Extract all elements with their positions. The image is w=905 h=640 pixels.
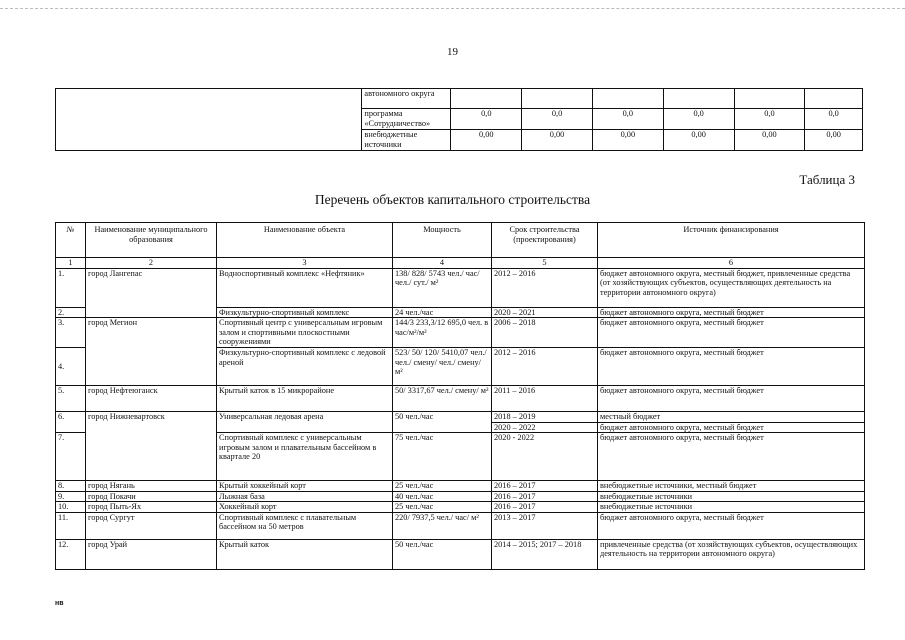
table-cell: 0,0: [522, 109, 593, 130]
funding-source-cell: бюджет автономного округа, местный бюджет: [598, 433, 865, 481]
table-cell: 0,0: [734, 109, 805, 130]
column-header: №: [56, 223, 86, 258]
table-row: [56, 502, 865, 513]
funding-source-cell: бюджет автономного округа, местный бюджет: [598, 422, 865, 433]
term-cell: 2014 – 2015; 2017 – 2018: [492, 539, 598, 569]
term-cell: 2016 – 2017: [492, 481, 598, 492]
capacity-cell: 144/3 233,3/12 695,0 чел. в час/м²/м²: [393, 318, 492, 348]
row-number: 12.: [56, 539, 86, 569]
table-cell: 0,0: [592, 109, 663, 130]
table-cell: 0,0: [805, 109, 863, 130]
object-name-cell: Физкультурно-спортивный комплекс: [217, 307, 393, 318]
column-header: Наименование объекта: [217, 223, 393, 258]
column-number: 1: [56, 258, 86, 269]
term-cell: 2006 – 2018: [492, 318, 598, 348]
capacity-cell: 50 чел./час: [393, 412, 492, 433]
term-cell: 2020 - 2022: [492, 433, 598, 481]
funding-source-cell: бюджет автономного округа, местный бюджет: [598, 348, 865, 386]
object-name-cell: Водноспортивный комплекс «Нефтяник»: [217, 268, 393, 307]
capacity-cell: 50/ 3317,67 чел./ смену/ м²: [393, 386, 492, 412]
table-cell: [451, 89, 522, 109]
capacity-cell: 50 чел./час: [393, 539, 492, 569]
funding-source-cell: внебюджетные источники, местный бюджет: [598, 481, 865, 492]
column-number: 2: [86, 258, 217, 269]
term-cell: 2011 – 2016: [492, 386, 598, 412]
scan-artifact-line: [0, 8, 905, 9]
column-number: 6: [598, 258, 865, 269]
footer-initials: нв: [55, 600, 64, 607]
capacity-cell: 25 чел./час: [393, 481, 492, 492]
object-name-cell: Спортивный центр с универсальным игровым залом и спортивными плоскостными сооружениями: [217, 318, 393, 348]
object-name-cell: Лыжная база: [217, 491, 393, 502]
column-number: 4: [393, 258, 492, 269]
row-number: 8.: [56, 481, 86, 492]
row-number: 4.: [56, 348, 86, 386]
funding-source-cell: местный бюджет: [598, 412, 865, 423]
table-row: [56, 89, 863, 109]
capacity-cell: 523/ 50/ 120/ 5410,07 чел./ чел./ смену/ чел./ смену/ м²: [393, 348, 492, 386]
object-name-cell: Спортивный комплекс с плавательным бассейном на 50 метров: [217, 512, 393, 539]
municipality-cell: город Нижневартовск: [86, 412, 217, 481]
table-cell: [56, 89, 362, 151]
table-cell: [522, 89, 593, 109]
object-name-cell: Крытый хоккейный корт: [217, 481, 393, 492]
term-cell: 2020 – 2021: [492, 307, 598, 318]
row-label: программа «Сотрудничество»: [362, 109, 451, 130]
capacity-cell: 25 чел./час: [393, 502, 492, 513]
column-header: Мощность: [393, 223, 492, 258]
column-header: Наименование муниципального образования: [86, 223, 217, 258]
municipality-cell: город Пыть-Ях: [86, 502, 217, 513]
term-cell: 2016 – 2017: [492, 491, 598, 502]
table-cell: [663, 89, 734, 109]
object-name-cell: Крытый каток в 15 микрорайоне: [217, 386, 393, 412]
row-number: 5.: [56, 386, 86, 412]
row-label: автономного округа: [362, 89, 451, 109]
object-name-cell: Хоккейный корт: [217, 502, 393, 513]
table-cell: 0,00: [592, 130, 663, 151]
capacity-cell: 138/ 828/ 5743 чел./ час/ чел./ сут./ м²: [393, 268, 492, 307]
funding-source-cell: бюджет автономного округа, местный бюджет: [598, 318, 865, 348]
page-title: Перечень объектов капитального строительства: [314, 192, 591, 207]
funding-source-cell: внебюджетные источники: [598, 502, 865, 513]
column-number-row: [56, 258, 865, 269]
row-number: 6.: [56, 412, 86, 433]
table-header-row: [56, 223, 865, 258]
object-name-cell: Универсальная ледовая арена: [217, 412, 393, 433]
funding-source-cell: привлеченные средства (от хозяйствующих субъектов, осуществляющих деятельность на территории автономного округа): [598, 539, 865, 569]
table-row: [56, 539, 865, 569]
table-number-label: Таблица 3: [799, 172, 855, 187]
table-cell: 0,00: [522, 130, 593, 151]
page-number: 19: [447, 46, 458, 58]
funding-source-cell: бюджет автономного округа, местный бюджет: [598, 512, 865, 539]
table-cell: [805, 89, 863, 109]
table-cell: 0,00: [805, 130, 863, 151]
table-cell: 0,00: [663, 130, 734, 151]
funding-source-cell: бюджет автономного округа, местный бюджет: [598, 307, 865, 318]
table-row: [56, 512, 865, 539]
municipality-cell: город Нягань: [86, 481, 217, 492]
row-number: 7.: [56, 433, 86, 481]
capacity-cell: 24 чел./час: [393, 307, 492, 318]
table-cell: [734, 89, 805, 109]
row-number: 10.: [56, 502, 86, 513]
term-cell: 2020 – 2022: [492, 422, 598, 433]
term-cell: 2018 – 2019: [492, 412, 598, 423]
column-header: Срок строительства (проектирования): [492, 223, 598, 258]
table-row: [56, 481, 865, 492]
row-label: внебюджетные источники: [362, 130, 451, 151]
municipality-cell: город Лангепас: [86, 268, 217, 318]
municipality-cell: город Сургут: [86, 512, 217, 539]
table-cell: [592, 89, 663, 109]
object-name-cell: Физкультурно-спортивный комплекс с ледовой ареной: [217, 348, 393, 386]
row-number: 1.: [56, 268, 86, 307]
term-cell: 2012 – 2016: [492, 348, 598, 386]
table-row: [56, 386, 865, 412]
term-cell: 2012 – 2016: [492, 268, 598, 307]
row-number: 9.: [56, 491, 86, 502]
column-number: 5: [492, 258, 598, 269]
capacity-cell: 40 чел./час: [393, 491, 492, 502]
table-row: [56, 268, 865, 307]
funding-continuation-table: [55, 88, 863, 151]
term-cell: 2016 – 2017: [492, 502, 598, 513]
object-name-cell: Крытый каток: [217, 539, 393, 569]
row-number: 11.: [56, 512, 86, 539]
funding-source-cell: внебюджетные источники: [598, 491, 865, 502]
object-name-cell: Спортивный комплекс с универсальным игровым залом и плавательным бассейном в квартале 20: [217, 433, 393, 481]
funding-source-cell: бюджет автономного округа, местный бюджет: [598, 386, 865, 412]
table-cell: 0,00: [451, 130, 522, 151]
table-cell: 0,00: [734, 130, 805, 151]
capacity-cell: 220/ 7937,5 чел./ час/ м²: [393, 512, 492, 539]
column-number: 3: [217, 258, 393, 269]
column-header: Источник финансирования: [598, 223, 865, 258]
capacity-cell: 75 чел./час: [393, 433, 492, 481]
table-row: [56, 491, 865, 502]
municipality-cell: город Нефтеюганск: [86, 386, 217, 412]
table-cell: 0,0: [663, 109, 734, 130]
municipality-cell: город Мегион: [86, 318, 217, 386]
municipality-cell: город Урай: [86, 539, 217, 569]
capital-construction-table: [55, 222, 865, 570]
table-row: [56, 318, 865, 348]
term-cell: 2013 – 2017: [492, 512, 598, 539]
table-row: [56, 412, 865, 423]
municipality-cell: город Покачи: [86, 491, 217, 502]
row-number: 2.: [56, 307, 86, 318]
row-number: 3.: [56, 318, 86, 348]
funding-source-cell: бюджет автономного округа, местный бюджет, привлеченные средства (от хозяйствующих субъектов, осуществляющих деятельность на территории автономного округа): [598, 268, 865, 307]
table-cell: 0,0: [451, 109, 522, 130]
